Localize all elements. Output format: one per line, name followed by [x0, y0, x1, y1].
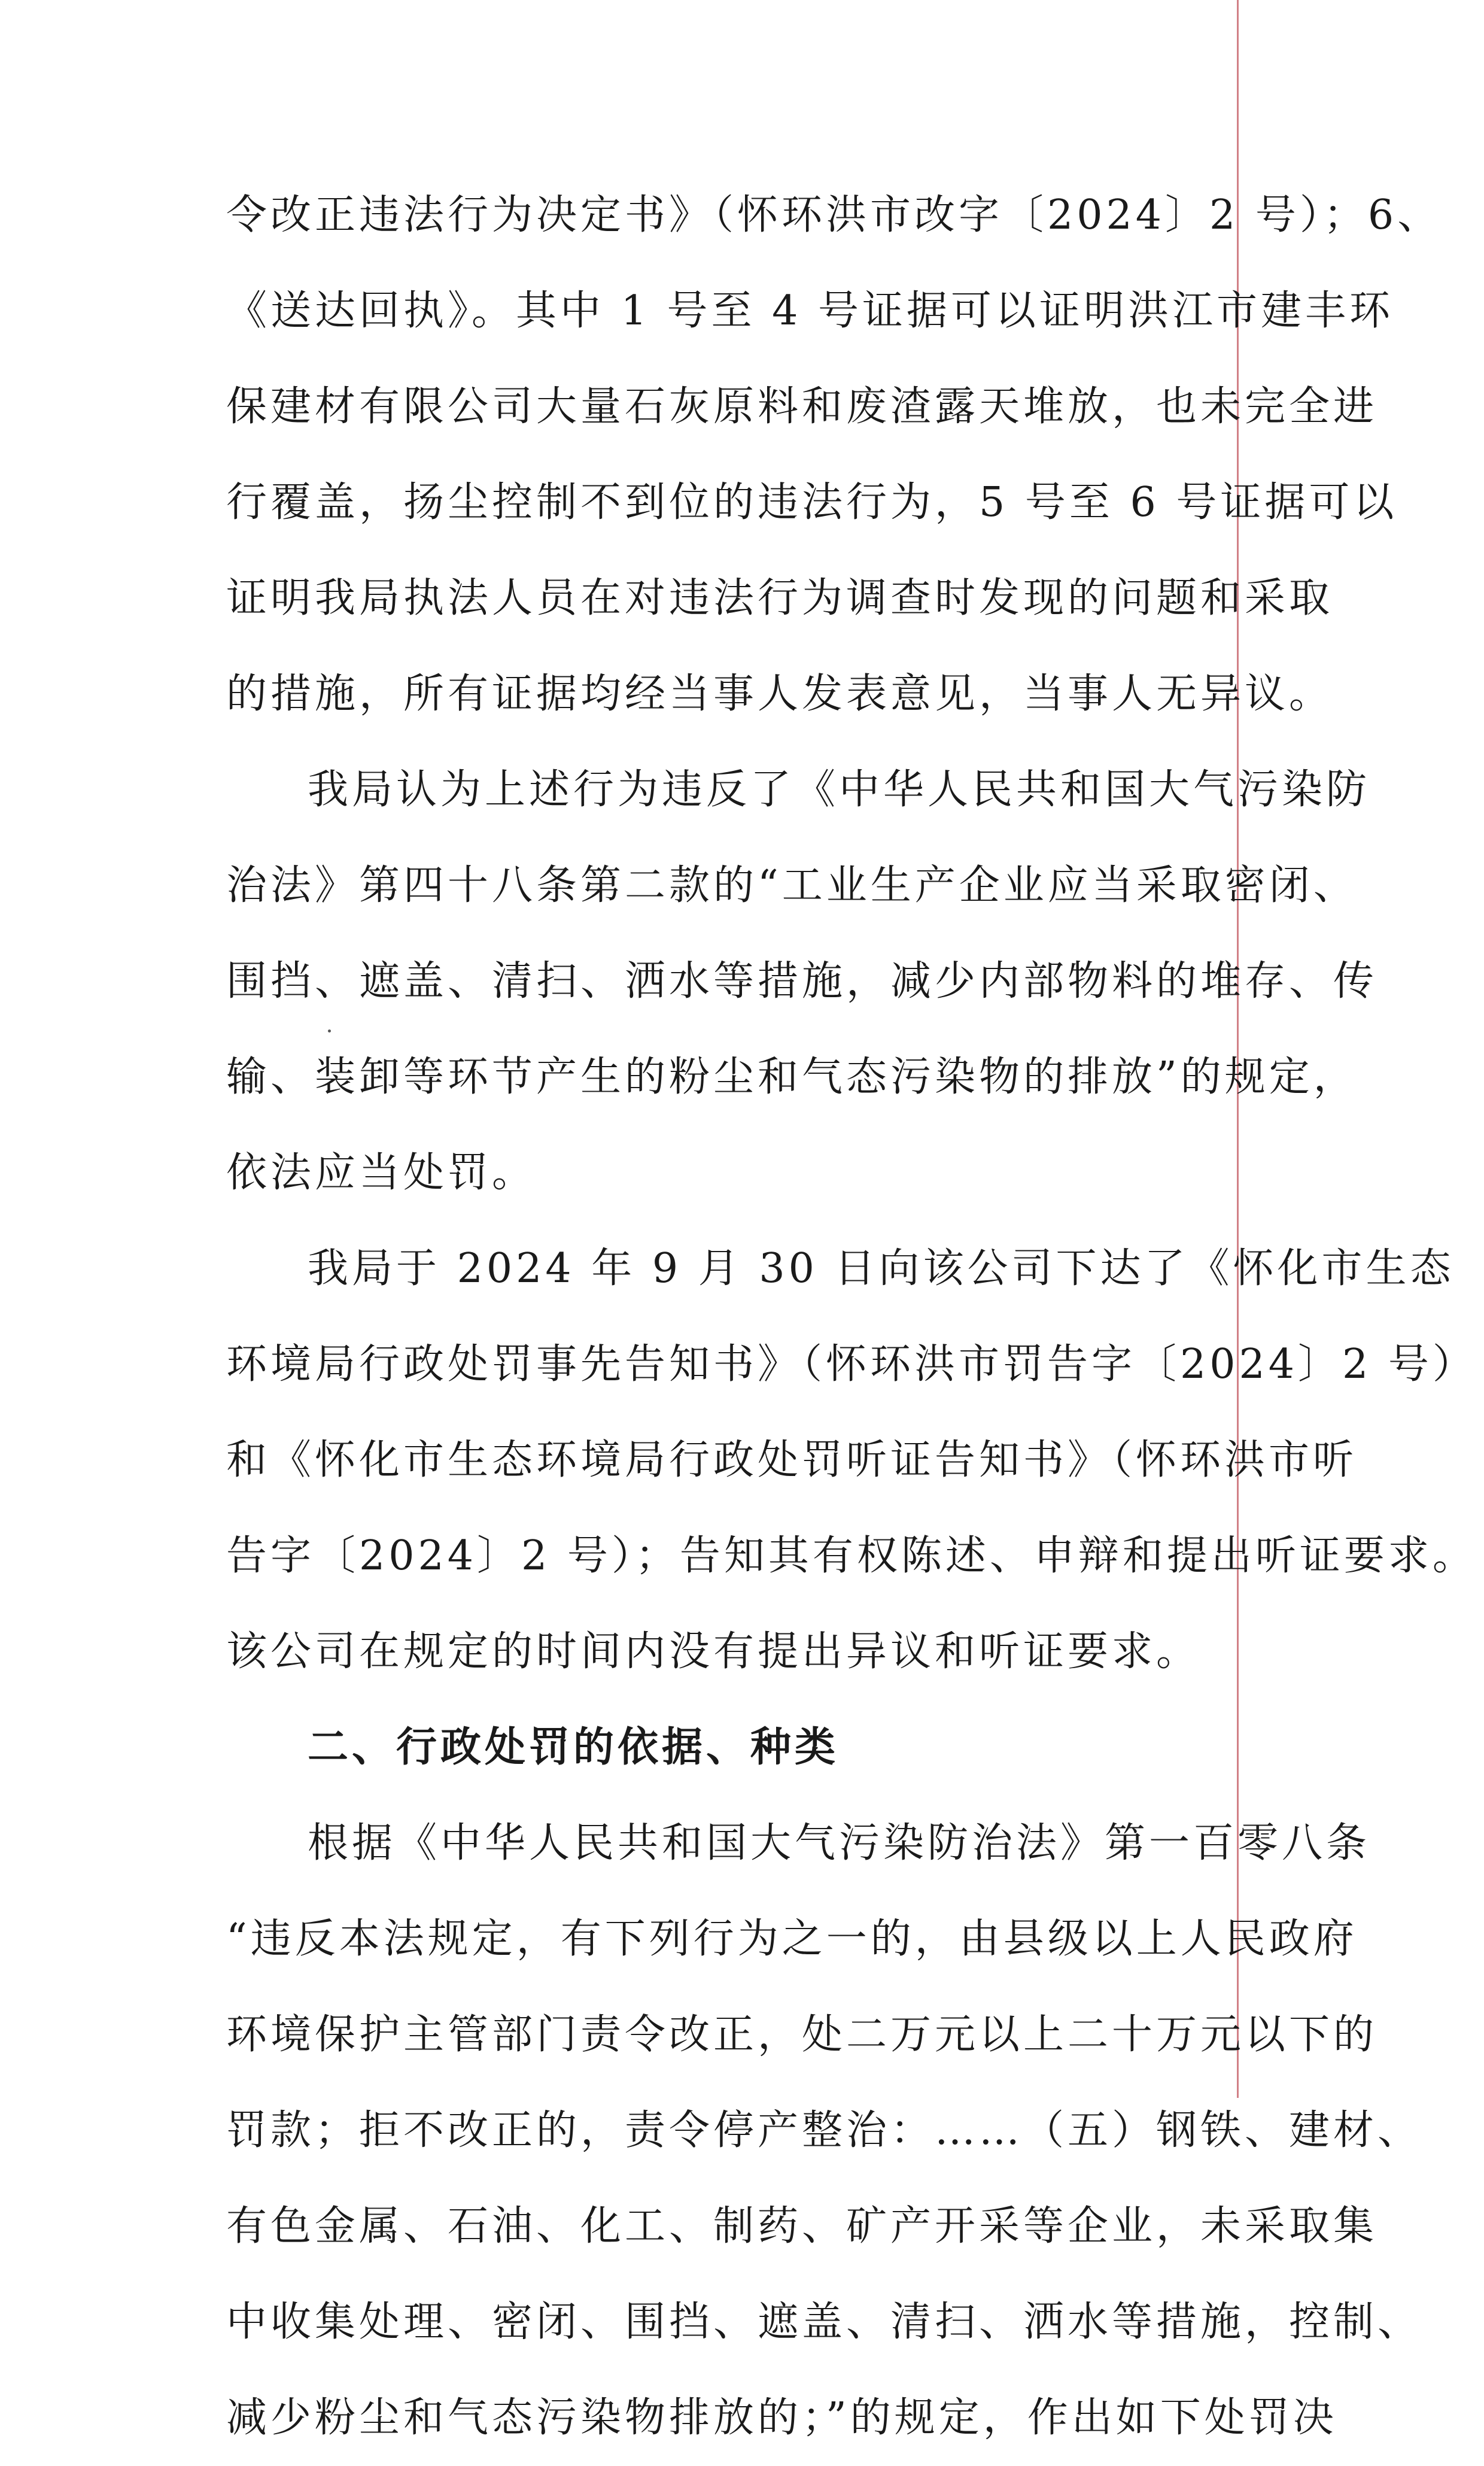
- text-line: 《送达回执》。其中 1 号至 4 号证据可以证明洪江市建丰环: [226, 287, 1394, 335]
- paragraph-start-line: 根据《中华人民共和国大气污染防治法》第一百零八条: [308, 1820, 1371, 1867]
- text-line: 有色金属、石油、化工、制药、矿产开采等企业，未采取集: [226, 2203, 1378, 2250]
- body-text: [226, 168, 1477, 2466]
- text-line: 环境保护主管部门责令改正，处二万元以上二十万元以下的: [226, 2011, 1378, 2058]
- text-line: 行覆盖，扬尘控制不到位的违法行为，5 号至 6 号证据可以: [226, 479, 1398, 526]
- text-line: 证明我局执法人员在对违法行为调查时发现的问题和采取: [226, 575, 1334, 622]
- text-line: 输、装卸等环节产生的粉尘和气态污染物的排放”的规定，: [226, 1053, 1358, 1101]
- text-line: 依法应当处罚。: [226, 1149, 537, 1196]
- text-line: 的措施，所有证据均经当事人发表意见，当事人无异议。: [226, 670, 1334, 718]
- text-line: 令改正违法行为决定书》（怀环洪市改字〔2024〕2 号）；6、: [226, 192, 1442, 239]
- text-line: 该公司在规定的时间内没有提出异议和听证要求。: [226, 1628, 1201, 1675]
- text-line: 罚款；拒不改正的，责令停产整治：……（五）钢铁、建材、: [226, 2107, 1422, 2154]
- paragraph-start-line: 我局认为上述行为违反了《中华人民共和国大气污染防: [308, 766, 1371, 813]
- text-line: “违反本法规定，有下列行为之一的，由县级以上人民政府: [226, 1915, 1358, 1963]
- text-line: 减少粉尘和气态污染物排放的；”的规定，作出如下处罚决: [226, 2394, 1337, 2441]
- text-line: 中收集处理、密闭、围挡、遮盖、清扫、洒水等措施，控制、: [226, 2298, 1422, 2346]
- text-line: 环境局行政处罚事先告知书》（怀环洪市罚告字〔2024〕2 号）: [226, 1341, 1477, 1388]
- section-heading: 二、行政处罚的依据、种类: [308, 1724, 840, 1771]
- text-line: 保建材有限公司大量石灰原料和废渣露天堆放，也未完全进: [226, 383, 1378, 430]
- text-line: 围挡、遮盖、清扫、洒水等措施，减少内部物料的堆存、传: [226, 958, 1378, 1005]
- paragraph-start-line: 我局于 2024 年 9 月 30 日向该公司下达了《怀化市生态: [308, 1245, 1455, 1292]
- text-line: 告字〔2024〕2 号）；告知其有权陈述、申辩和提出听证要求。: [226, 1532, 1477, 1580]
- text-line: 治法》第四十八条第二款的“工业生产企业应当采取密闭、: [226, 862, 1358, 909]
- text-line: 和《怀化市生态环境局行政处罚听证告知书》（怀环洪市听: [226, 1437, 1358, 1484]
